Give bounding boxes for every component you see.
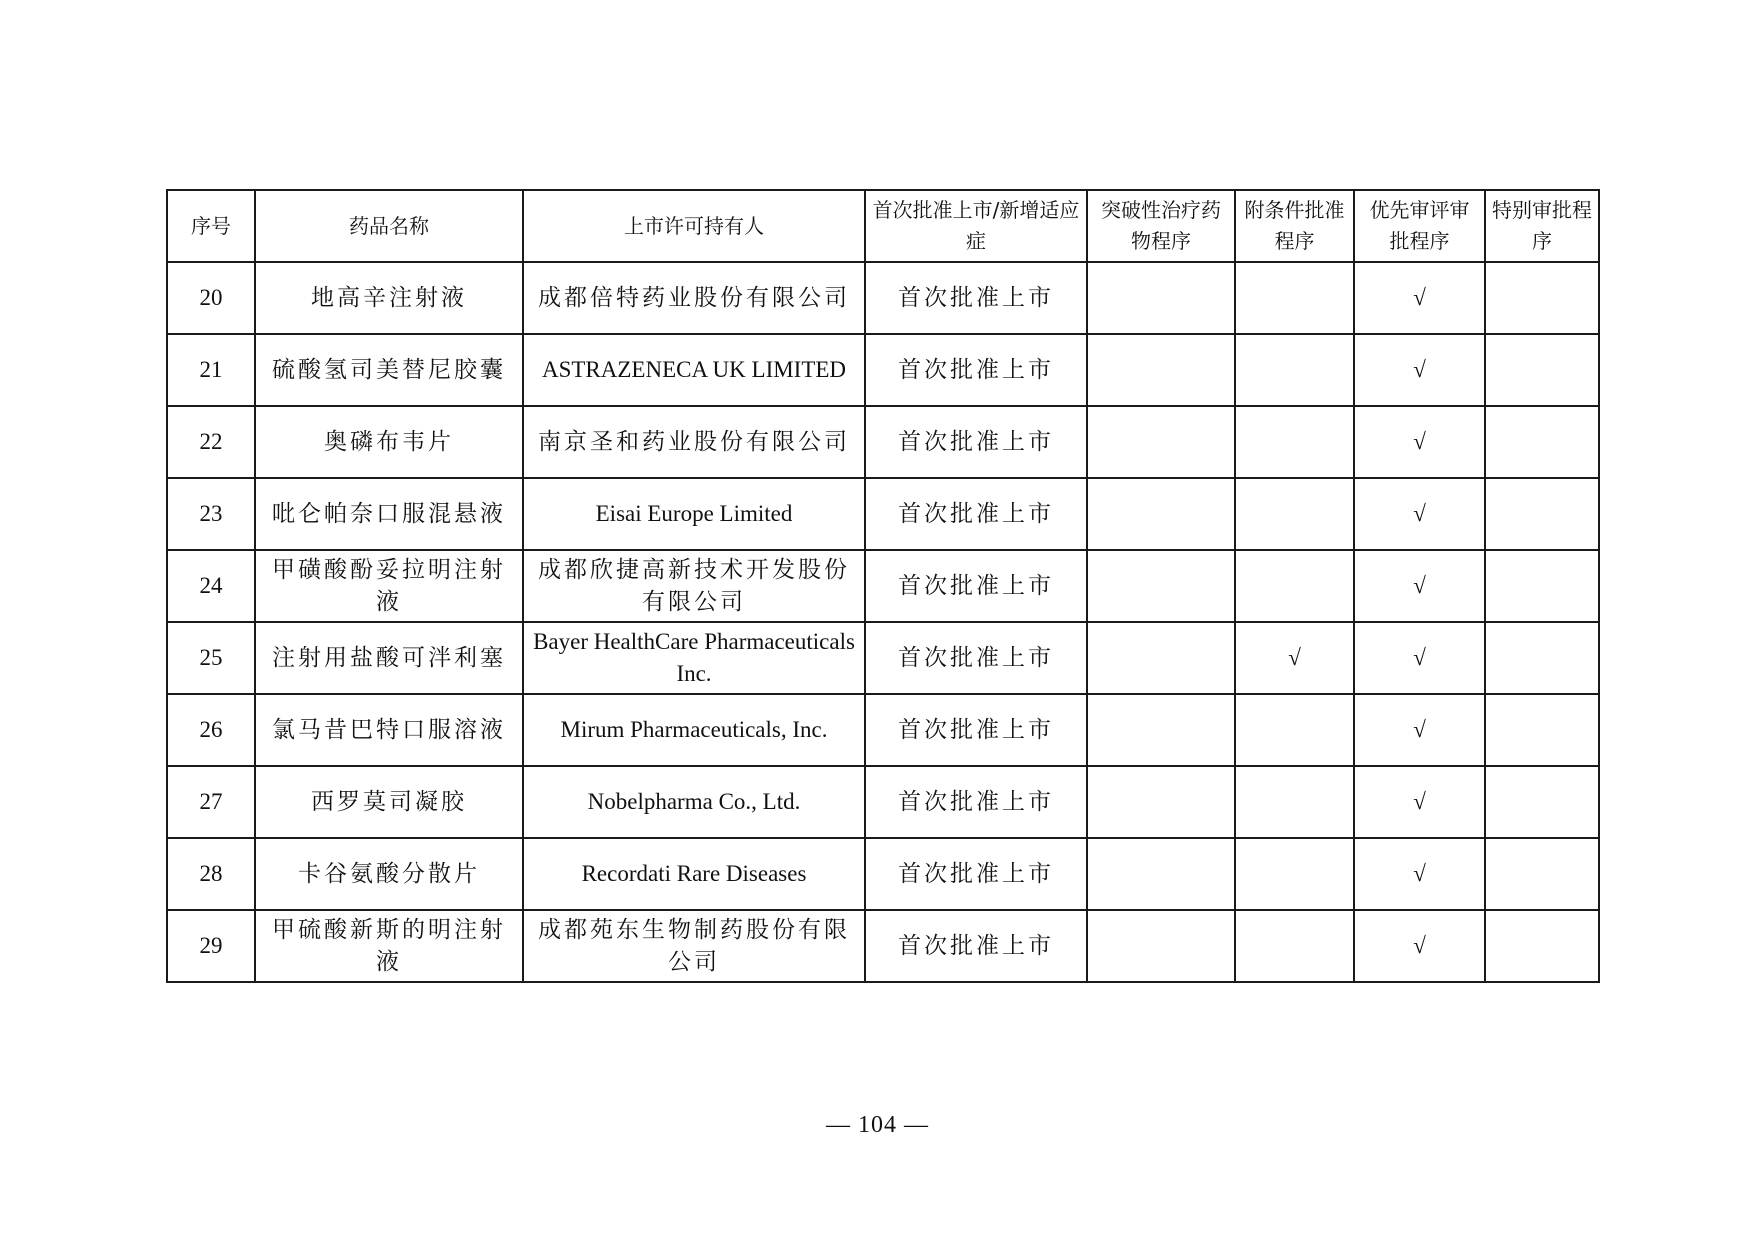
- cell-serial-no: 29: [167, 910, 255, 982]
- cell-serial-no: 24: [167, 550, 255, 622]
- cell-special-mark: [1485, 550, 1599, 622]
- table-row: [167, 550, 1599, 622]
- cell-drug-name: 地高辛注射液: [255, 262, 523, 334]
- table-row: [167, 262, 1599, 334]
- cell-priority-mark: √: [1354, 334, 1485, 406]
- cell-priority-mark: √: [1354, 766, 1485, 838]
- cell-approval-type: 首次批准上市: [865, 550, 1087, 622]
- cell-serial-no: 28: [167, 838, 255, 910]
- cell-drug-name: 西罗莫司凝胶: [255, 766, 523, 838]
- cell-priority-mark: √: [1354, 406, 1485, 478]
- cell-conditional-mark: [1235, 910, 1354, 982]
- table-row: [167, 838, 1599, 910]
- cell-breakthrough-mark: [1087, 622, 1235, 694]
- cell-approval-type: 首次批准上市: [865, 622, 1087, 694]
- header-conditional-program: 附条件批准程序: [1235, 190, 1354, 262]
- cell-drug-name: 氯马昔巴特口服溶液: [255, 694, 523, 766]
- cell-license-holder: Nobelpharma Co., Ltd.: [523, 766, 865, 838]
- cell-priority-mark: √: [1354, 262, 1485, 334]
- table-row: [167, 406, 1599, 478]
- table-row: [167, 622, 1599, 694]
- cell-breakthrough-mark: [1087, 694, 1235, 766]
- cell-license-holder: ASTRAZENECA UK LIMITED: [523, 334, 865, 406]
- cell-conditional-mark: [1235, 262, 1354, 334]
- header-drug-name: 药品名称: [255, 190, 523, 262]
- table-body: [167, 262, 1599, 982]
- cell-breakthrough-mark: [1087, 478, 1235, 550]
- cell-drug-name: 奥磷布韦片: [255, 406, 523, 478]
- cell-license-holder: 成都苑东生物制药股份有限公司: [523, 910, 865, 982]
- cell-special-mark: [1485, 478, 1599, 550]
- cell-drug-name: 卡谷氨酸分散片: [255, 838, 523, 910]
- table-row: [167, 694, 1599, 766]
- cell-priority-mark: √: [1354, 622, 1485, 694]
- cell-serial-no: 22: [167, 406, 255, 478]
- cell-conditional-mark: [1235, 406, 1354, 478]
- approval-table: [166, 189, 1600, 983]
- cell-license-holder: Bayer HealthCare Pharmaceuticals Inc.: [523, 622, 865, 694]
- cell-priority-mark: √: [1354, 478, 1485, 550]
- cell-approval-type: 首次批准上市: [865, 694, 1087, 766]
- cell-approval-type: 首次批准上市: [865, 334, 1087, 406]
- cell-special-mark: [1485, 406, 1599, 478]
- cell-serial-no: 25: [167, 622, 255, 694]
- cell-conditional-mark: √: [1235, 622, 1354, 694]
- cell-approval-type: 首次批准上市: [865, 262, 1087, 334]
- cell-drug-name: 注射用盐酸可泮利塞: [255, 622, 523, 694]
- cell-drug-name: 硫酸氢司美替尼胶囊: [255, 334, 523, 406]
- cell-breakthrough-mark: [1087, 766, 1235, 838]
- cell-license-holder: Recordati Rare Diseases: [523, 838, 865, 910]
- cell-conditional-mark: [1235, 766, 1354, 838]
- header-special-approval: 特别审批程序: [1485, 190, 1599, 262]
- cell-special-mark: [1485, 334, 1599, 406]
- cell-drug-name: 甲硫酸新斯的明注射液: [255, 910, 523, 982]
- cell-license-holder: 成都欣捷高新技术开发股份有限公司: [523, 550, 865, 622]
- cell-priority-mark: √: [1354, 550, 1485, 622]
- cell-breakthrough-mark: [1087, 838, 1235, 910]
- cell-breakthrough-mark: [1087, 910, 1235, 982]
- cell-breakthrough-mark: [1087, 406, 1235, 478]
- cell-special-mark: [1485, 694, 1599, 766]
- cell-conditional-mark: [1235, 838, 1354, 910]
- cell-serial-no: 27: [167, 766, 255, 838]
- cell-priority-mark: √: [1354, 838, 1485, 910]
- cell-serial-no: 23: [167, 478, 255, 550]
- page-number: — 104 —: [826, 1112, 929, 1138]
- header-priority-review: 优先审评审批程序: [1354, 190, 1485, 262]
- table-row: [167, 910, 1599, 982]
- cell-priority-mark: √: [1354, 910, 1485, 982]
- header-approval-type: 首次批准上市/新增适应症: [865, 190, 1087, 262]
- cell-serial-no: 21: [167, 334, 255, 406]
- cell-breakthrough-mark: [1087, 262, 1235, 334]
- cell-conditional-mark: [1235, 478, 1354, 550]
- cell-approval-type: 首次批准上市: [865, 910, 1087, 982]
- header-serial-no: 序号: [167, 190, 255, 262]
- cell-priority-mark: √: [1354, 694, 1485, 766]
- cell-conditional-mark: [1235, 334, 1354, 406]
- cell-serial-no: 20: [167, 262, 255, 334]
- cell-license-holder: Mirum Pharmaceuticals, Inc.: [523, 694, 865, 766]
- cell-special-mark: [1485, 622, 1599, 694]
- table-row: [167, 478, 1599, 550]
- cell-drug-name: 甲磺酸酚妥拉明注射液: [255, 550, 523, 622]
- cell-license-holder: 成都倍特药业股份有限公司: [523, 262, 865, 334]
- table-row: [167, 766, 1599, 838]
- cell-breakthrough-mark: [1087, 334, 1235, 406]
- cell-drug-name: 吡仑帕奈口服混悬液: [255, 478, 523, 550]
- table-row: [167, 334, 1599, 406]
- cell-special-mark: [1485, 838, 1599, 910]
- cell-license-holder: Eisai Europe Limited: [523, 478, 865, 550]
- cell-breakthrough-mark: [1087, 550, 1235, 622]
- cell-special-mark: [1485, 262, 1599, 334]
- cell-conditional-mark: [1235, 550, 1354, 622]
- cell-special-mark: [1485, 910, 1599, 982]
- cell-conditional-mark: [1235, 694, 1354, 766]
- cell-serial-no: 26: [167, 694, 255, 766]
- header-row: [167, 190, 1599, 262]
- cell-approval-type: 首次批准上市: [865, 838, 1087, 910]
- cell-approval-type: 首次批准上市: [865, 406, 1087, 478]
- cell-license-holder: 南京圣和药业股份有限公司: [523, 406, 865, 478]
- cell-approval-type: 首次批准上市: [865, 478, 1087, 550]
- cell-approval-type: 首次批准上市: [865, 766, 1087, 838]
- header-license-holder: 上市许可持有人: [523, 190, 865, 262]
- header-breakthrough-program: 突破性治疗药物程序: [1087, 190, 1235, 262]
- cell-special-mark: [1485, 766, 1599, 838]
